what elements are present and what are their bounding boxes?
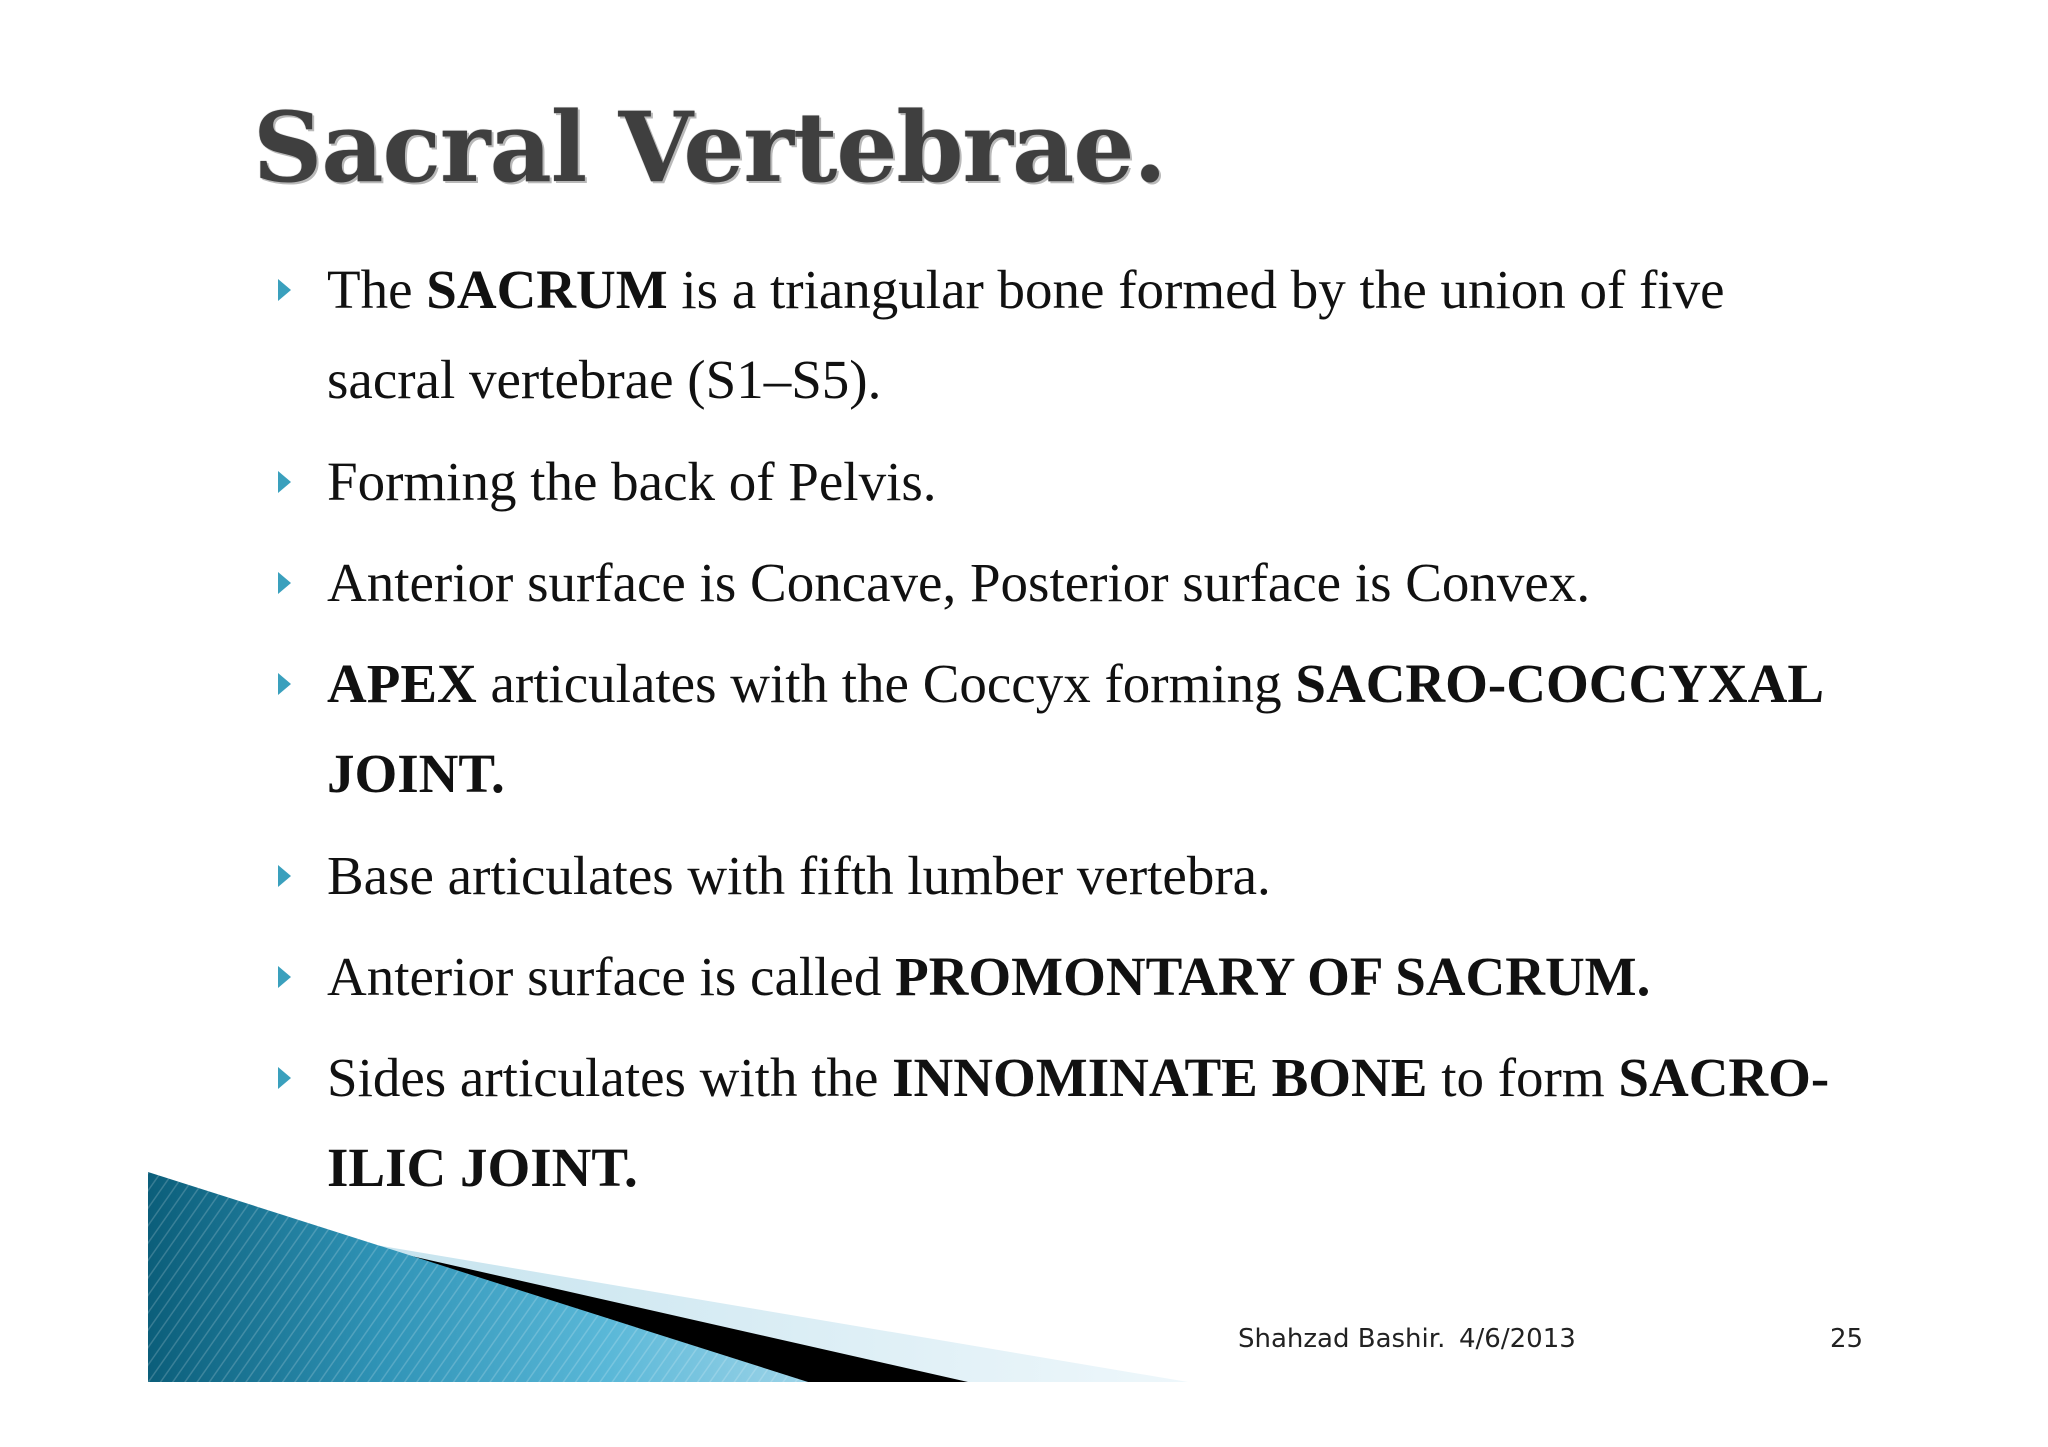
bullet-text: Anterior surface is called PROMONTARY OF SACRUM. — [327, 946, 1651, 1007]
footer-author: Shahzad Bashir. — [1238, 1324, 1446, 1354]
triangle-right-icon — [278, 673, 291, 695]
bullet-text: Forming the back of Pelvis. — [327, 451, 937, 512]
decorative-wedge — [148, 1172, 1188, 1382]
bullet-text: Base articulates with fifth lumber vertebra. — [327, 845, 1271, 906]
bullet-text: APEX articulates with the Coccyx forming SACRO-COCCYXAL JOINT. — [327, 653, 1821, 804]
bullet-text: The SACRUM is a triangular bone formed by the union of five sacral vertebrae (S1–S5). — [327, 259, 1725, 410]
triangle-right-icon — [278, 966, 291, 988]
triangle-right-icon — [278, 279, 291, 301]
bullet-item — [278, 437, 1838, 527]
bullet-list — [278, 245, 1838, 1225]
wedge-hatch — [148, 1172, 808, 1382]
bullet-item — [278, 932, 1838, 1022]
footer-page-number: 25 — [1830, 1324, 1864, 1354]
footer-date: 4/6/2013 — [1459, 1324, 1576, 1354]
triangle-right-icon — [278, 572, 291, 594]
slide-title: Sacral Vertebrae. — [253, 91, 1166, 204]
bullet-text: Sides articulates with the INNOMINATE BONE to form SACRO-ILIC JOINT. — [327, 1047, 1830, 1198]
bullet-item — [278, 538, 1838, 628]
bullet-item — [278, 831, 1838, 921]
bullet-item — [278, 639, 1838, 820]
triangle-right-icon — [278, 1067, 291, 1089]
triangle-right-icon — [278, 865, 291, 887]
bullet-item — [278, 245, 1838, 426]
triangle-right-icon — [278, 471, 291, 493]
bullet-text: Anterior surface is Concave, Posterior surface is Convex. — [327, 552, 1591, 613]
